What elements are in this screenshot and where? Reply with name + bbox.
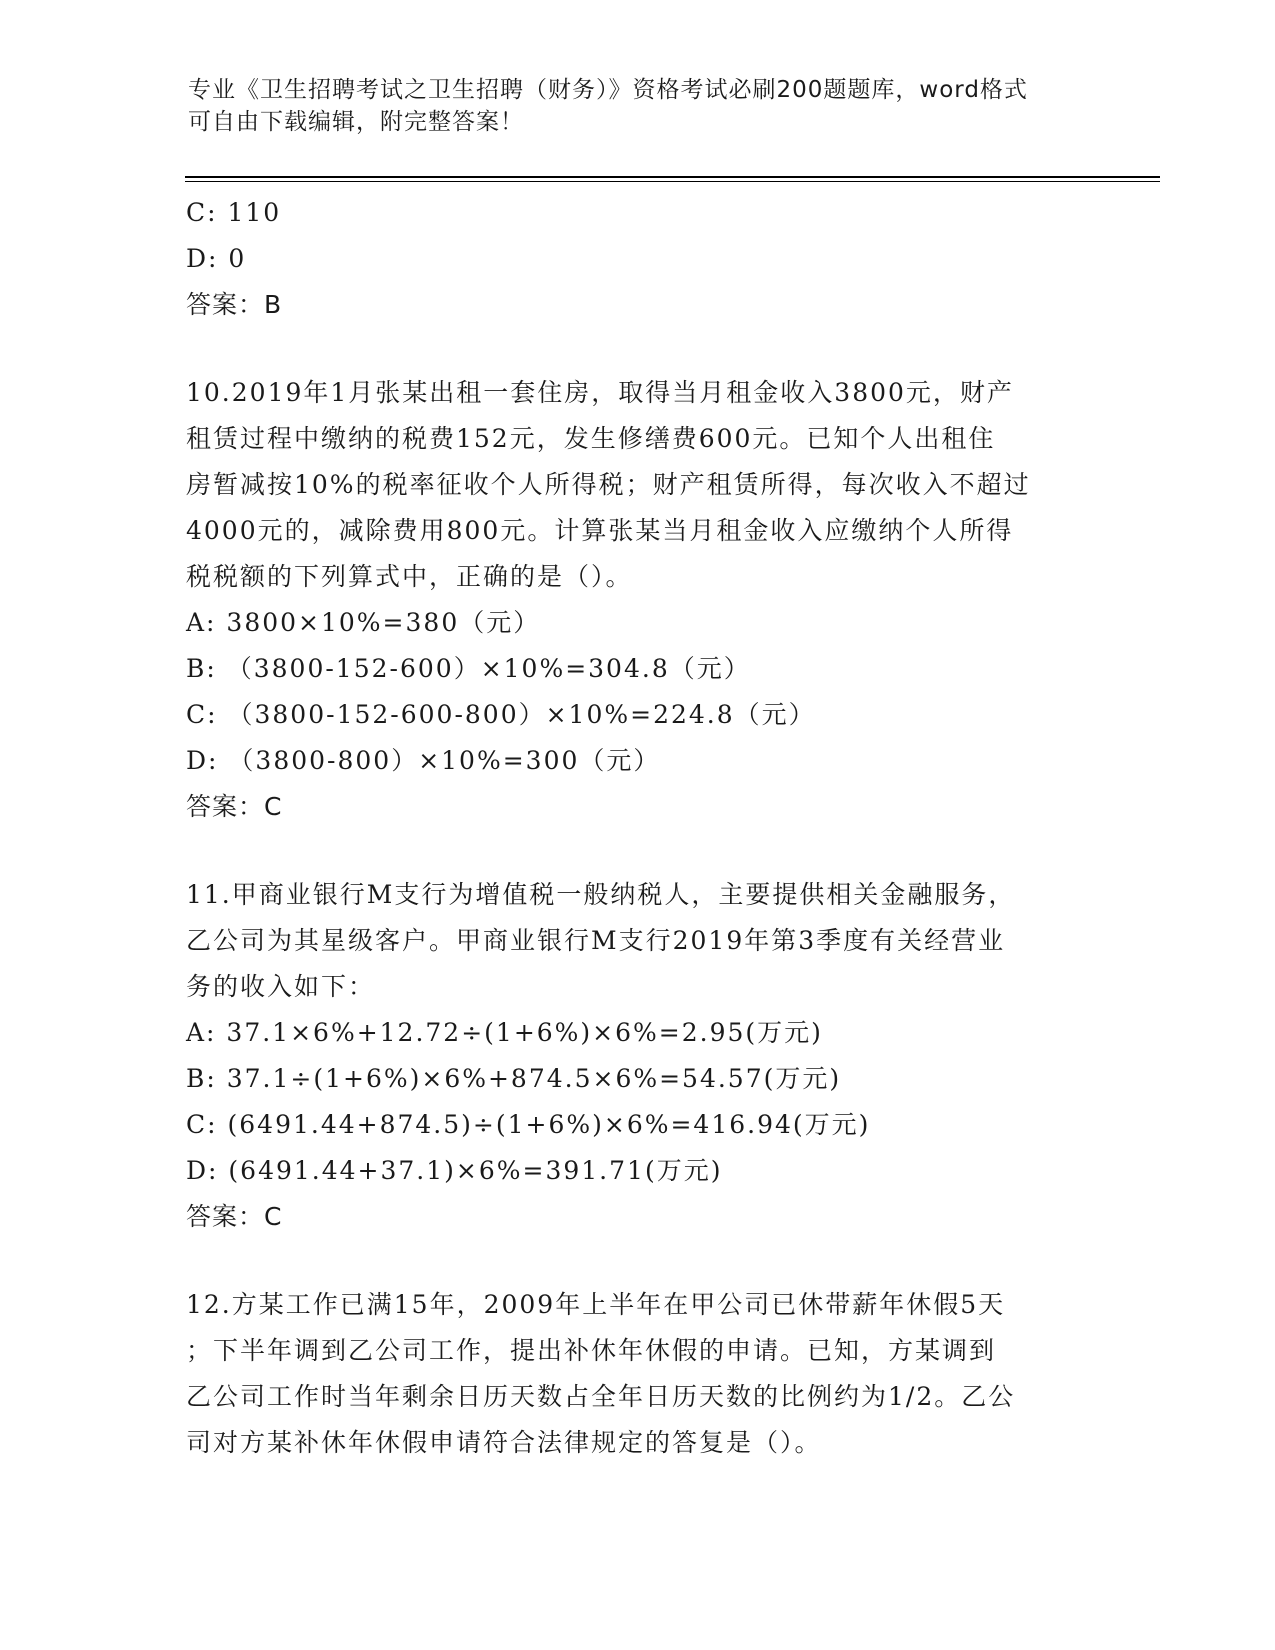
q12-stem-line-2: ；下半年调到乙公司工作，提出补休年休假的申请。已知，方某调到	[186, 1336, 997, 1365]
spacer	[186, 830, 1086, 872]
header-divider-thin	[185, 181, 1160, 182]
q9-option-d: D: 0	[186, 244, 247, 273]
q10-option-b: B: （3800-152-600）×10%=304.8（元）	[186, 654, 751, 683]
question-9	[186, 190, 1086, 328]
question-11	[186, 872, 1086, 1240]
q10-stem-line-2: 租赁过程中缴纳的税费152元，发生修缮费600元。已知个人出租住	[186, 424, 996, 453]
q12-stem-line-3: 乙公司工作时当年剩余日历天数占全年日历天数的比例约为1/2。乙公	[186, 1382, 1016, 1411]
q9-option-c: C: 110	[186, 198, 282, 227]
q11-stem-line-1: 11.甲商业银行M支行为增值税一般纳税人，主要提供相关金融服务，	[186, 880, 1016, 909]
q11-option-c: C: (6491.44+874.5)÷(1+6%)×6%=416.94(万元)	[186, 1110, 871, 1139]
document-header	[188, 74, 1068, 138]
q11-option-a: A: 37.1×6%+12.72÷(1+6%)×6%=2.95(万元)	[186, 1018, 823, 1047]
q12-stem-line-4: 司对方某补休年休假申请符合法律规定的答复是（）。	[186, 1428, 822, 1457]
header-title-line-2: 可自由下载编辑，附完整答案！	[188, 109, 524, 135]
q9-answer: 答案：B	[186, 290, 283, 319]
q11-stem-line-3: 务的收入如下：	[186, 972, 376, 1001]
q10-stem-line-4: 4000元的，减除费用800元。计算张某当月租金收入应缴纳个人所得	[186, 516, 1014, 545]
q10-option-c: C: （3800-152-600-800）×10%=224.8（元）	[186, 700, 816, 729]
q10-option-d: D: （3800-800）×10%=300（元）	[186, 746, 661, 775]
question-10	[186, 370, 1086, 830]
question-12	[186, 1282, 1086, 1466]
spacer	[186, 1240, 1086, 1282]
q11-option-d: D: (6491.44+37.1)×6%=391.71(万元)	[186, 1156, 723, 1185]
document-body	[186, 190, 1086, 1466]
header-title-line-1: 专业《卫生招聘考试之卫生招聘（财务）》资格考试必刷200题题库，word格式	[188, 77, 1028, 103]
q10-stem-line-3: 房暂减按10%的税率征收个人所得税；财产租赁所得，每次收入不超过	[186, 470, 1031, 499]
q12-stem-line-1: 12.方某工作已满15年，2009年上半年在甲公司已休带薪年休假5天	[186, 1290, 1006, 1319]
spacer	[186, 328, 1086, 370]
q11-stem-line-2: 乙公司为其星级客户。甲商业银行M支行2019年第3季度有关经营业	[186, 926, 1006, 955]
q11-option-b: B: 37.1÷(1+6%)×6%+874.5×6%=54.57(万元)	[186, 1064, 842, 1093]
q10-stem-line-1: 10.2019年1月张某出租一套住房，取得当月租金收入3800元，财产	[186, 378, 1014, 407]
q11-answer: 答案：C	[186, 1202, 283, 1231]
header-divider-thick	[185, 176, 1160, 178]
q10-stem-line-5: 税税额的下列算式中，正确的是（）。	[186, 562, 633, 591]
q10-option-a: A: 3800×10%=380（元）	[186, 608, 541, 637]
q10-answer: 答案：C	[186, 792, 283, 821]
